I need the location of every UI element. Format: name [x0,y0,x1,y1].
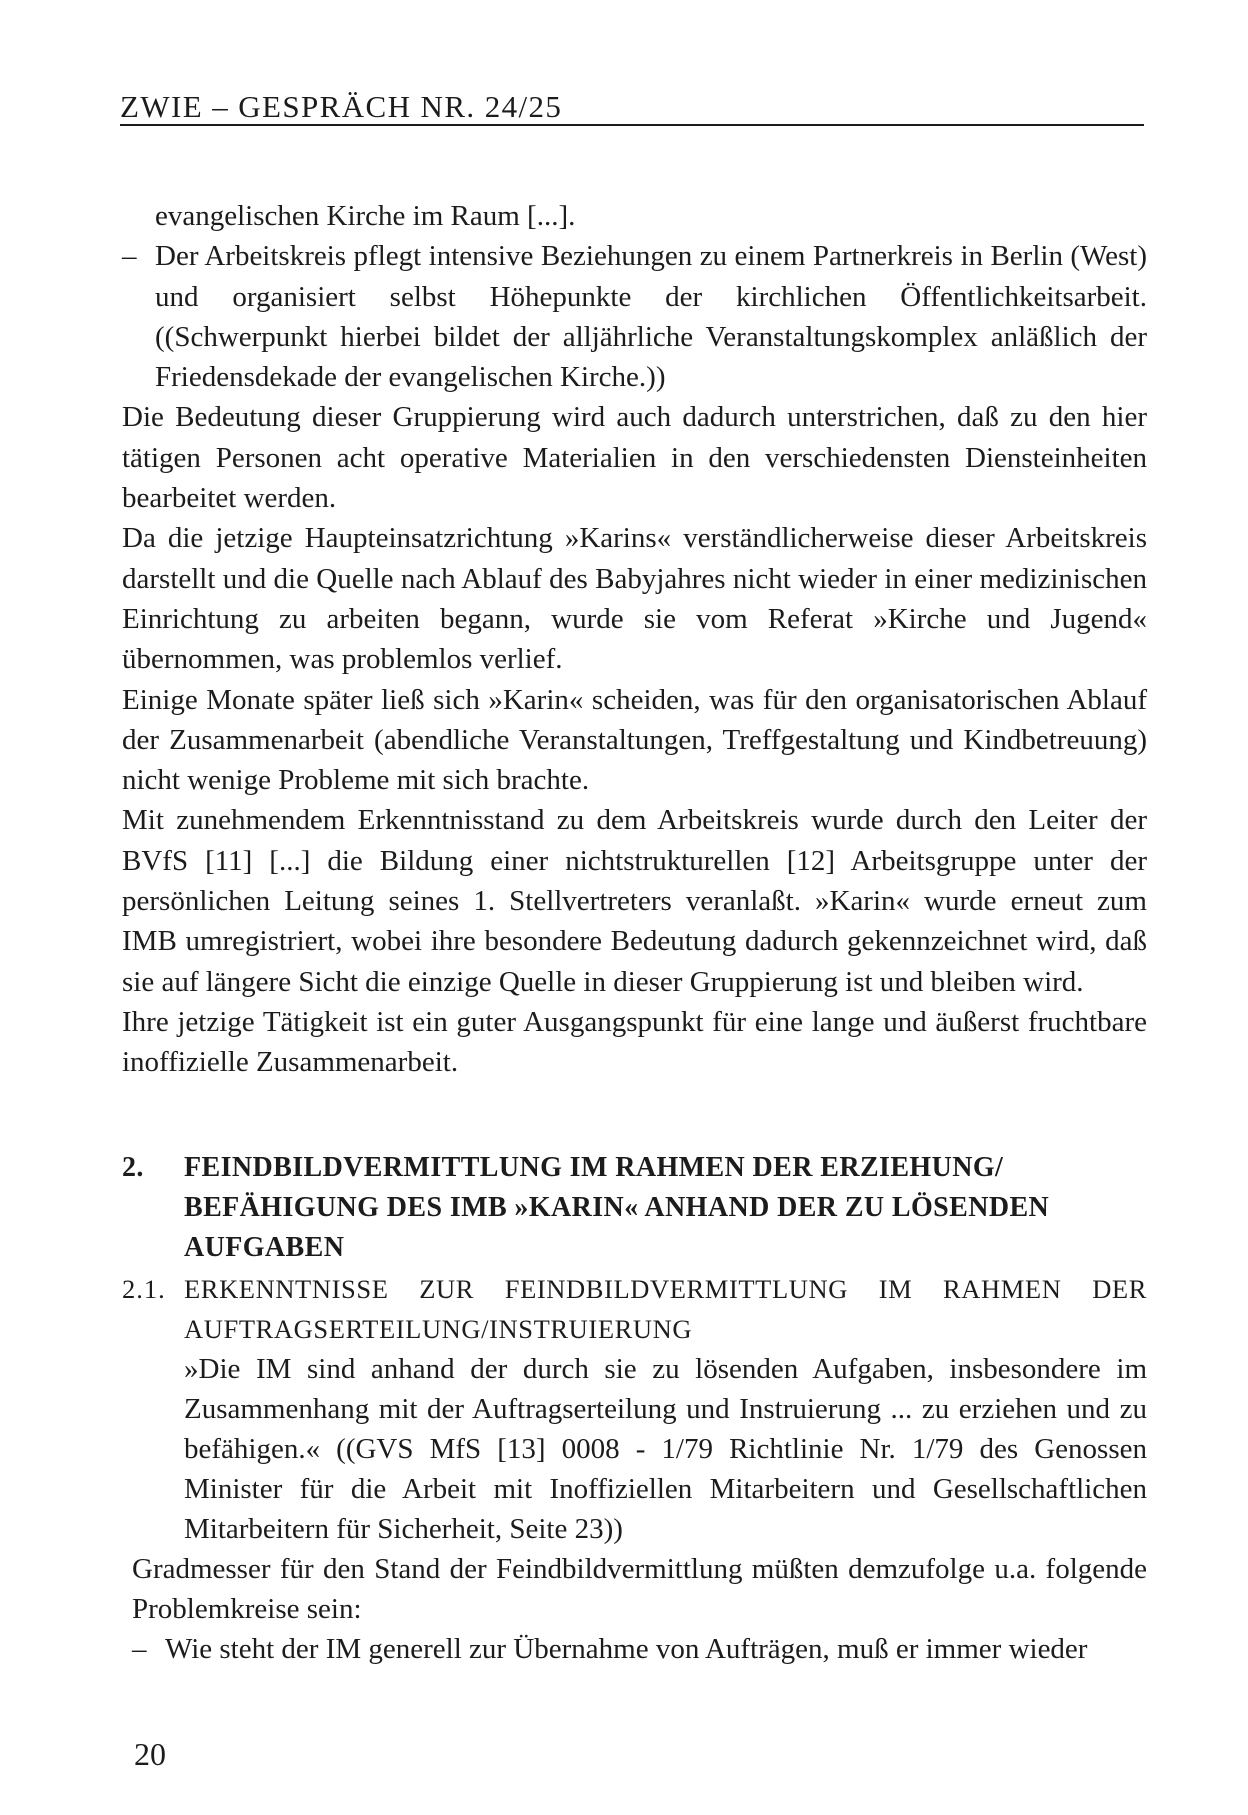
dash-bullet: – [122,240,137,273]
paragraph-continued: evangelischen Kirche im Raum [...]. [155,200,576,232]
section-number: 2. [122,1152,144,1183]
dash-bullet: – [132,1633,147,1665]
subsection-heading [122,1269,1147,1349]
subsection-heading-text: ERKENNTNISSE ZUR FEINDBILDVERMITTLUNG IM RAHMEN DER AUFTRAGSERTEILUNG/INSTRUIERUNG [184,1274,1147,1344]
section-heading [122,1148,1147,1268]
paragraph: Einige Monate später ließ sich »Karin« scheiden, was für den organisatorischen Ablauf der Zusammenarbeit (abendliche Veranstaltungen, Treffgestaltung und Kindbetreuung) nicht wenige Probleme mit sich brachte. [122,683,1147,797]
page-number: 20 [134,1736,166,1772]
section-heading-text: FEINDBILDVERMITTLUNG IM RAHMEN DER ERZIEHUNG/ BEFÄHIGUNG DES IMB »KARIN« ANHAND DER ZU LÖSENDEN AUFGABEN [184,1152,1050,1263]
block-quote: »Die IM sind anhand der durch sie zu lösenden Aufgaben, insbesondere im Zusammenhang mit der Auftragserteilung und Instruierung ... zu erziehen und zu befähigen.« ((GVS MfS [13] 0008 - 1/79 Richtlinie Nr. 1/79 des Genossen Minister für die Arbeit mit Inoffiziellen Mitarbeitern und Gesellschaftlichen Mitarbeitern für Sicherheit, Seite 23)) [184,1353,1147,1545]
paragraph: Die Bedeutung dieser Gruppierung wird auch dadurch unterstrichen, daß zu den hier tätigen Personen acht operative Materialien in den verschiedensten Diensteinheiten bearbeitet werden. [122,401,1147,515]
paragraph: Ihre jetzige Tätigkeit ist ein guter Ausgangspunkt für eine lange und äußerst fruchtbare inoffizielle Zusammenarbeit. [122,1005,1147,1079]
section-2 [122,1148,1147,1669]
subsection-number: 2.1. [122,1274,166,1304]
header-title: ZWIE – GESPRÄCH NR. 24/25 [120,89,563,124]
dash-list-item [122,236,1147,397]
dash-list-item [132,1629,1147,1669]
dash-item-text: Wie steht der IM generell zur Übernahme von Aufträgen, muß er immer wieder [165,1633,1088,1665]
paragraph: Gradmesser für den Stand der Feindbildvermittlung müßten demzufolge u.a. folgende Problemkreise sein: [132,1553,1147,1625]
running-header [120,84,1144,126]
paragraph: Da die jetzige Haupteinsatzrichtung »Karins« verständlicherweise dieser Arbeitskreis darstellt und die Quelle nach Ablauf des Babyjahres nicht wieder in einer medizinischen Einrichtung zu arbeiten begann, wurde sie vom Referat »Kirche und Jugend« übernommen, was problemlos verlief. [122,522,1147,676]
body-text [122,196,1147,1083]
dash-item-text: Der Arbeitskreis pflegt intensive Beziehungen zu einem Partnerkreis in Berlin (West) und organisiert selbst Höhepunkte der kirchlichen Öffentlichkeitsarbeit. ((Schwerpunkt hierbei bildet der alljährliche Veranstaltungskomplex anläßlich der Friedensdekade der evangelischen Kirche.)) [155,240,1147,394]
section-body [122,1549,1147,1669]
paragraph: Mit zunehmendem Erkenntnisstand zu dem Arbeitskreis wurde durch den Leiter der BVfS [11] [...] die Bildung einer nichtstrukturellen [12] Arbeitsgruppe unter der persönlichen Leitung seines 1. Stellvertreters veranlaßt. »Karin« wurde erneut zum IMB umregistriert, wobei ihre besondere Bedeutung dadurch gekennzeichnet wird, daß sie auf längere Sicht die einzige Quelle in dieser Gruppierung ist und bleiben wird. [122,804,1147,998]
